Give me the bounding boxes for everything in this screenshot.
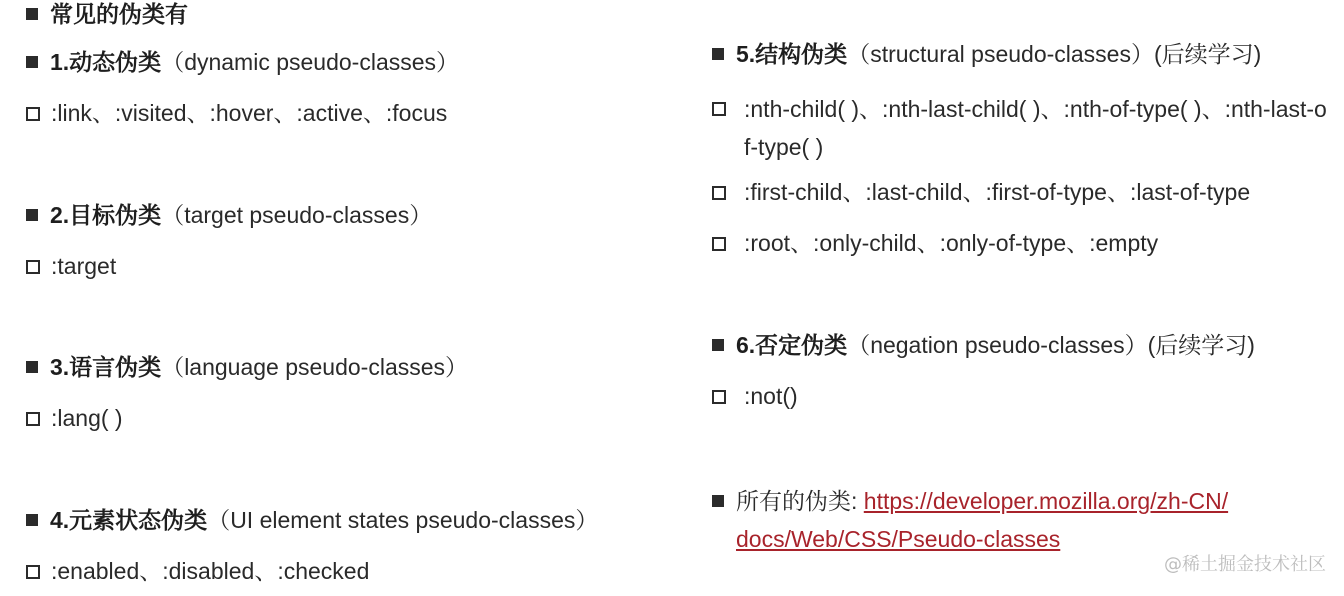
section-subtitle: （UI element states pseudo-classes） [207,507,599,533]
section-subtitle: （language pseudo-classes） [161,354,469,380]
hollow-square-bullet-icon [712,186,726,200]
pseudo-class-list: :root、:only-child、:only-of-type、:empty [744,230,1159,256]
pseudo-class-list: :enabled、:disabled、:checked [51,558,370,584]
section-ui-state-items [26,557,369,585]
section-subtitle: （negation pseudo-classes）(后续学习) [847,332,1255,358]
all-pseudo-classes-line [712,482,1232,558]
section-structural-item-3 [712,229,1158,257]
square-bullet-icon [712,48,724,60]
hollow-square-bullet-icon [26,260,40,274]
hollow-square-bullet-icon [26,565,40,579]
pseudo-class-list: :nth-child( )、:nth-last-child( )、:nth-of-type( )、:nth-last-of-type( ) [744,96,1327,160]
section-dynamic-items [26,99,447,127]
section-title: 5.结构伪类 [736,41,848,67]
pseudo-class-list: :not() [744,383,798,409]
square-bullet-icon [26,361,38,373]
section-title: 4.元素状态伪类 [50,507,208,533]
hollow-square-bullet-icon [712,390,726,404]
section-structural-item-2 [712,178,1250,206]
square-bullet-icon [712,495,724,507]
header-title: 常见的伪类有 [50,1,188,27]
section-subtitle: （dynamic pseudo-classes） [161,49,460,75]
section-subtitle: （structural pseudo-classes）(后续学习) [847,41,1262,67]
section-negation-items [712,382,798,410]
section-structural-item-1 [712,90,1332,166]
section-target-items [26,252,116,280]
section-title: 1.动态伪类 [50,49,162,75]
section-ui-state-heading [26,506,598,534]
hollow-square-bullet-icon [26,412,40,426]
section-structural-heading [712,40,1261,68]
square-bullet-icon [26,56,38,68]
all-pseudo-classes-text [736,482,1232,558]
section-language-heading [26,353,468,381]
square-bullet-icon [26,514,38,526]
square-bullet-icon [26,8,38,20]
square-bullet-icon [712,339,724,351]
pseudo-class-list: :lang( ) [51,405,123,431]
watermark: @稀土掘金技术社区 [1164,554,1326,575]
pseudo-class-list: :target [51,253,117,279]
mdn-pseudo-classes-link[interactable]: https://developer.mozilla.org/zh-CN/docs/Web/CSS/Pseudo-classes [736,488,1229,552]
section-title: 3.语言伪类 [50,354,162,380]
all-pseudo-label: 所有的伪类: [736,488,864,514]
section-title: 6.否定伪类 [736,332,848,358]
section-negation-heading [712,331,1255,359]
section-language-items [26,404,123,432]
header-line [26,0,188,28]
hollow-square-bullet-icon [712,102,726,116]
pseudo-class-list: :link、:visited、:hover、:active、:focus [51,100,448,126]
square-bullet-icon [26,209,38,221]
hollow-square-bullet-icon [712,237,726,251]
hollow-square-bullet-icon [26,107,40,121]
section-subtitle: （target pseudo-classes） [161,202,433,228]
section-target-heading [26,201,432,229]
pseudo-class-list: :first-child、:last-child、:first-of-type、:last-of-type [744,179,1251,205]
section-dynamic-heading [26,48,459,76]
section-title: 2.目标伪类 [50,202,162,228]
